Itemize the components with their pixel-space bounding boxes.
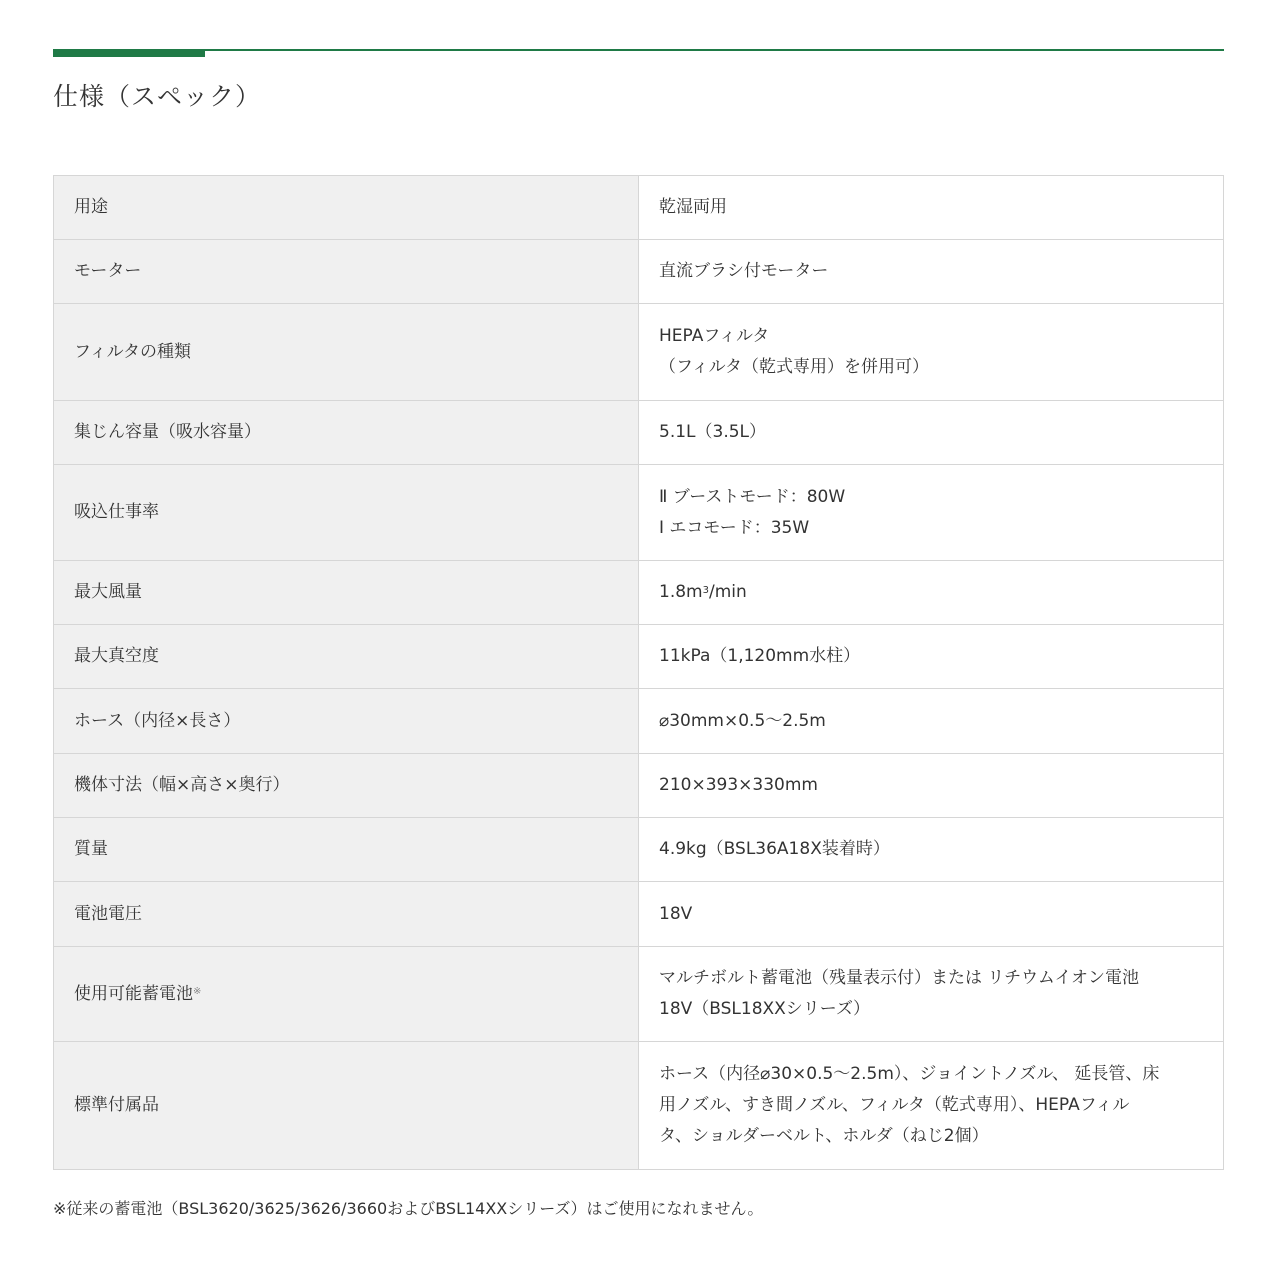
spec-label: 質量 <box>54 818 639 882</box>
spec-label: 吸込仕事率 <box>54 465 639 561</box>
table-row <box>54 240 1224 304</box>
spec-label: 機体寸法（幅×高さ×奥行） <box>54 754 639 818</box>
table-row <box>54 882 1224 947</box>
table-row <box>54 947 1224 1042</box>
spec-label: フィルタの種類 <box>54 304 639 401</box>
table-row <box>54 818 1224 882</box>
spec-label: 最大真空度 <box>54 625 639 689</box>
spec-table <box>53 175 1224 1170</box>
spec-label: 最大風量 <box>54 561 639 625</box>
footnote: ※従来の蓄電池（BSL3620/3625/3626/3660およびBSL14XXシリーズ）はご使用になれません。 <box>53 1199 764 1218</box>
table-row <box>54 625 1224 689</box>
table-row <box>54 689 1224 754</box>
spec-value: 5.1L（3.5L） <box>639 401 1224 465</box>
spec-label: 電池電圧 <box>54 882 639 947</box>
section-divider-accent <box>53 49 205 57</box>
spec-label: ホース（内径×長さ） <box>54 689 639 754</box>
spec-label: 集じん容量（吸水容量） <box>54 401 639 465</box>
spec-label: 使用可能蓄電池※ <box>54 947 639 1042</box>
spec-label: 用途 <box>54 176 639 240</box>
spec-value: 乾湿両用 <box>639 176 1224 240</box>
section-divider <box>53 49 1224 51</box>
table-row <box>54 1042 1224 1170</box>
table-row <box>54 176 1224 240</box>
spec-value: 210×393×330mm <box>639 754 1224 818</box>
spec-value: HEPAフィルタ （フィルタ（乾式専用）を併用可） <box>639 304 1224 401</box>
spec-label: モーター <box>54 240 639 304</box>
spec-value: 4.9kg（BSL36A18X装着時） <box>639 818 1224 882</box>
table-row <box>54 754 1224 818</box>
spec-value: ⌀30mm×0.5〜2.5m <box>639 689 1224 754</box>
table-row <box>54 401 1224 465</box>
table-row <box>54 561 1224 625</box>
spec-value: ホース（内径⌀30×0.5〜2.5m）、ジョイントノズル、 延長管、床 用ノズル、すき間ノズル、フィルタ（乾式専用）、HEPAフィル タ、ショルダーベルト、ホルダ（ねじ2個） <box>639 1042 1224 1170</box>
spec-value: 直流ブラシ付モーター <box>639 240 1224 304</box>
spec-value: 18V <box>639 882 1224 947</box>
spec-value: $1.8m^3/\min$ <box>639 561 1224 625</box>
table-row <box>54 465 1224 561</box>
spec-value: マルチボルト蓄電池（残量表示付）または リチウムイオン電池 18V（BSL18XXシリーズ） <box>639 947 1224 1042</box>
spec-label: 標準付属品 <box>54 1042 639 1170</box>
spec-value: 11kPa（1,120mm水柱） <box>639 625 1224 689</box>
spec-value: Ⅱ ブーストモード：80W Ⅰ エコモード：35W <box>639 465 1224 561</box>
table-row <box>54 304 1224 401</box>
section-title: 仕様（スペック） <box>53 82 262 111</box>
footnote-marker: ※ <box>193 985 202 997</box>
